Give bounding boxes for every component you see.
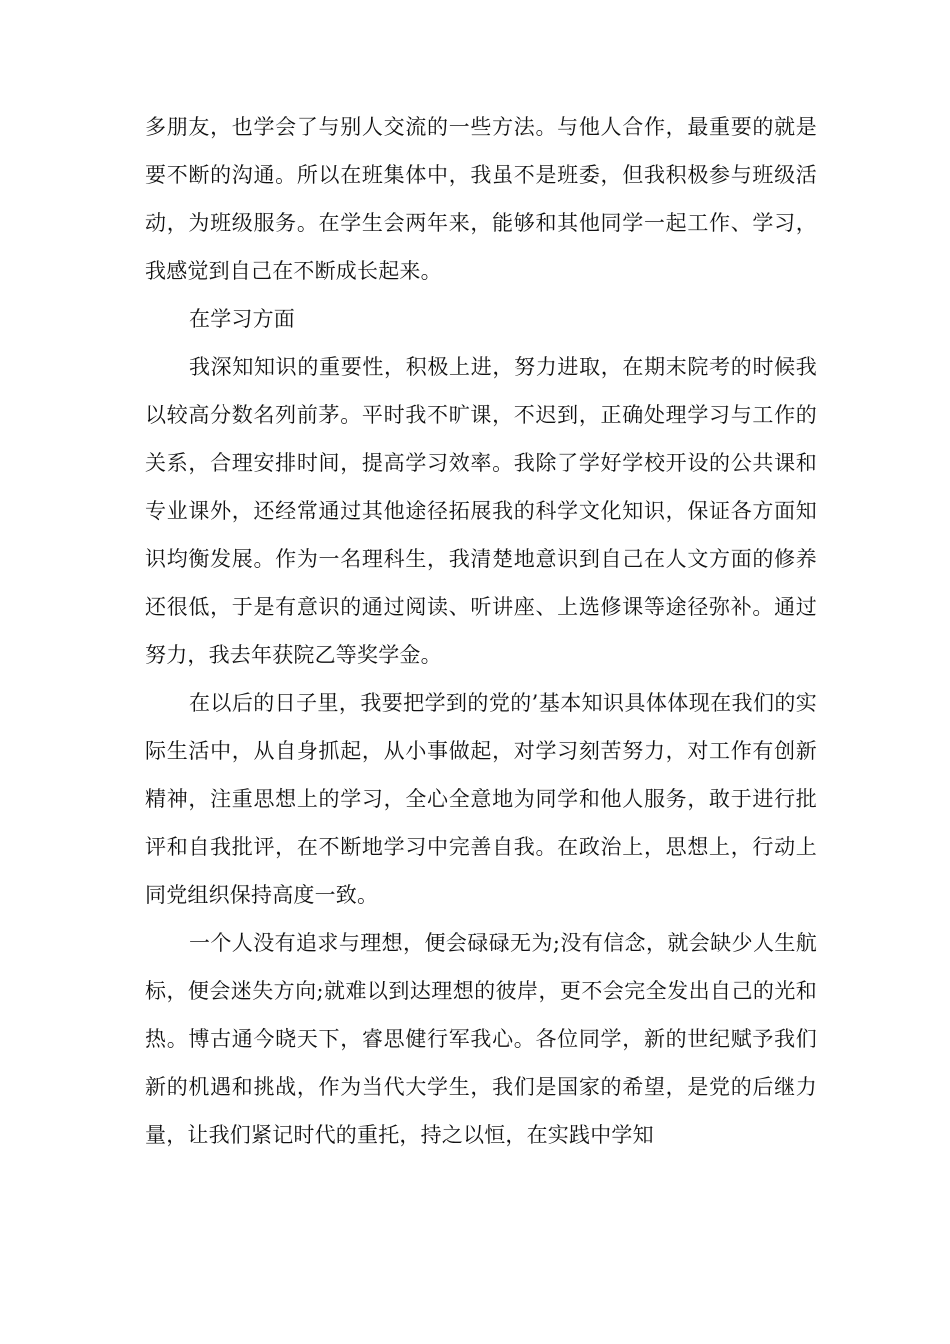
paragraph-continuation: 多朋友，也学会了与别人交流的一些方法。与他人合作，最重要的就是要不断的沟通。所以在班集体中，我虽不是班委，但我积极参与班级活动，为班级服务。在学生会两年来，能够和其他同学一起工作、学习，我感觉到自己在不断成长起来。 <box>145 115 817 283</box>
section-heading-study: 在学习方面 <box>189 307 295 331</box>
paragraph-study: 我深知知识的重要性，积极上进，努力进取，在期末院考的时候我以较高分数名列前茅。平时我不旷课，不迟到，正确处理学习与工作的关系，合理安排时间，提高学习效率。我除了学好学校开设的公共课和专业课外，还经常通过其他途径拓展我的科学文化知识，保证各方面知识均衡发展。作为一名理科生，我清楚地意识到自己在人文方面的修养还很低，于是有意识的通过阅读、听讲座、上选修课等途径弥补。通过努力，我去年获院乙等奖学金。 <box>145 355 817 667</box>
paragraph-ideals: 一个人没有追求与理想，便会碌碌无为;没有信念，就会缺少人生航标，便会迷失方向;就难以到达理想的彼岸，更不会完全发出自己的光和热。博古通今晓天下，睿思健行军我心。各位同学，新的世纪赋予我们新的机遇和挑战，作为当代大学生，我们是国家的希望，是党的后继力量，让我们紧记时代的重托，持之以恒，在实践中学知 <box>145 931 817 1147</box>
document-body <box>145 103 817 1159</box>
paragraph-future: 在以后的日子里，我要把学到的党的’基本知识具体体现在我们的实际生活中，从自身抓起，从小事做起，对学习刻苦努力，对工作有创新精神，注重思想上的学习，全心全意地为同学和他人服务，敢于进行批评和自我批评，在不断地学习中完善自我。在政治上，思想上，行动上同党组织保持高度一致。 <box>145 691 817 907</box>
